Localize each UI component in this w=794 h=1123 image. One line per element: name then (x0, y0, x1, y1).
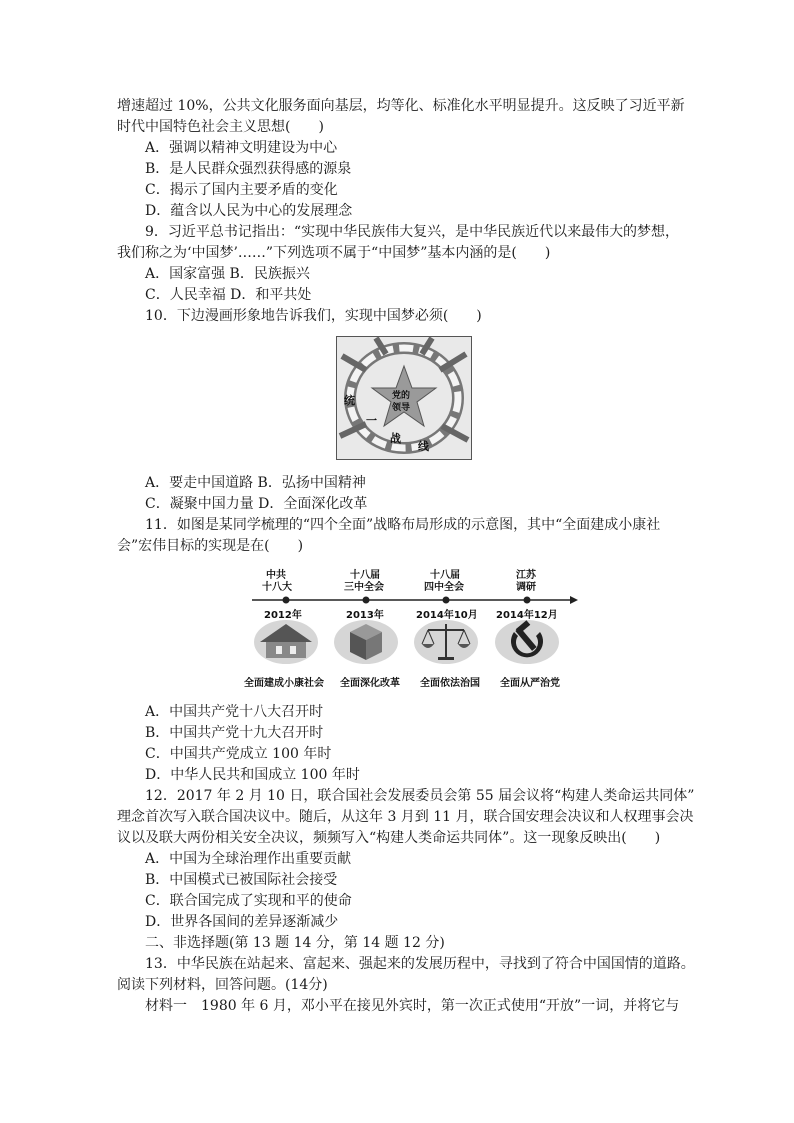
option-line: B．中国模式已被国际社会接受 (145, 872, 338, 888)
event-label: 三中全会 (344, 582, 384, 593)
event-date: 2014年10月 (416, 610, 478, 621)
text-line: 时代中国特色社会主义思想( ) (117, 119, 324, 135)
text-line: 我们称之为‘中国梦’……”下列选项不属于“中国梦”基本内涵的是( ) (117, 245, 551, 261)
hammer-sickle-icon (495, 620, 559, 664)
material-line: 材料一 1980 年 6 月，邓小平在接见外宾时，第一次正式使用“开放”一词，并将它与 (145, 998, 680, 1014)
event-date: 2013年 (346, 610, 384, 621)
question-10: 10．下边漫画形象地告诉我们，实现中国梦必须( ) (145, 308, 482, 324)
option-line: C．中国共产党成立 100 年时 (145, 746, 332, 762)
text-line: 阅读下列材料，回答问题。(14分) (117, 977, 328, 993)
scales-icon (414, 620, 478, 664)
star-label: 领导 (392, 403, 411, 413)
cartoon-char: 一 (366, 414, 377, 427)
timeline-dot (443, 597, 450, 604)
option-line: A．强调以精神文明建设为中心 (145, 140, 338, 156)
event-label: 十八届 (430, 570, 460, 581)
event-label: 调研 (516, 582, 536, 593)
option-line: A．要走中国道路 B．弘扬中国精神 (145, 475, 366, 491)
timeline-figure (244, 562, 580, 694)
event-label: 中共 (266, 570, 286, 581)
cartoon-char: 统 (344, 394, 355, 407)
option-line: C．揭示了国内主要矛盾的变化 (145, 182, 338, 198)
event-caption: 全面从严治党 (500, 678, 560, 689)
option-line: C．联合国完成了实现和平的使命 (145, 893, 352, 909)
option-line: D．蕴含以人民为中心的发展理念 (145, 203, 353, 219)
timeline-dot (283, 597, 290, 604)
text-line: 增速超过 10%，公共文化服务面向基层，均等化、标准化水平明显提升。这反映了习近平新 (117, 98, 685, 114)
timeline-dot (524, 597, 531, 604)
question-12: 12．2017 年 2 月 10 日，联合国社会发展委员会第 55 届会议将“构建人类命运共同体” (145, 788, 695, 804)
event-caption: 全面建成小康社会 (244, 678, 324, 689)
arrow-icon (570, 596, 578, 604)
option-line: B．中国共产党十九大召开时 (145, 725, 324, 741)
text-line: 会”宏伟目标的实现是在( ) (117, 538, 304, 554)
section-heading: 二、非选择题(第 13 题 14 分，第 14 题 12 分) (145, 935, 445, 951)
event-label: 十八大 (262, 582, 292, 593)
option-line: D．中华人民共和国成立 100 年时 (145, 767, 360, 783)
event-date: 2012年 (264, 610, 302, 621)
cartoon-figure (336, 336, 472, 460)
option-line: B．是人民群众强烈获得感的源泉 (145, 161, 352, 177)
cartoon-char: 战 (390, 432, 401, 445)
option-line: C．凝聚中国力量 D．全面深化改革 (145, 496, 368, 512)
event-caption: 全面深化改革 (340, 678, 400, 689)
question-9: 9．习近平总书记指出：“实现中华民族伟大复兴，是中华民族近代以来最伟大的梦想， (145, 224, 680, 240)
house-icon (254, 620, 318, 664)
text-line: 理念首次写入联合国决议中。随后，从这年 3 月到 11 月，联合国安理会决议和人权理事会决 (117, 809, 694, 825)
cube-icon (334, 620, 398, 664)
event-label: 江苏 (516, 570, 536, 581)
option-line: C．人民幸福 D．和平共处 (145, 287, 312, 303)
event-label: 四中全会 (424, 582, 464, 593)
timeline-dot (363, 597, 370, 604)
option-line: A．中国为全球治理作出重要贡献 (145, 851, 352, 867)
text-line: 议以及联大两份相关安全决议，频频写入“构建人类命运共同体”。这一现象反映出( ) (117, 830, 661, 846)
option-line: D．世界各国间的差异逐渐减少 (145, 914, 339, 930)
question-11: 11．如图是某同学梳理的“四个全面”战略布局形成的示意图，其中“全面建成小康社 (145, 517, 661, 533)
option-line: A．中国共产党十八大召开时 (145, 704, 324, 720)
question-13: 13．中华民族在站起来、富起来、强起来的发展历程中，寻找到了符合中国国情的道路。 (145, 956, 695, 972)
option-line: A．国家富强 B．民族振兴 (145, 266, 310, 282)
event-caption: 全面依法治国 (420, 678, 480, 689)
event-date: 2014年12月 (496, 610, 558, 621)
star-label: 党的 (392, 391, 411, 401)
cartoon-char: 线 (418, 440, 429, 453)
event-label: 十八届 (350, 570, 380, 581)
